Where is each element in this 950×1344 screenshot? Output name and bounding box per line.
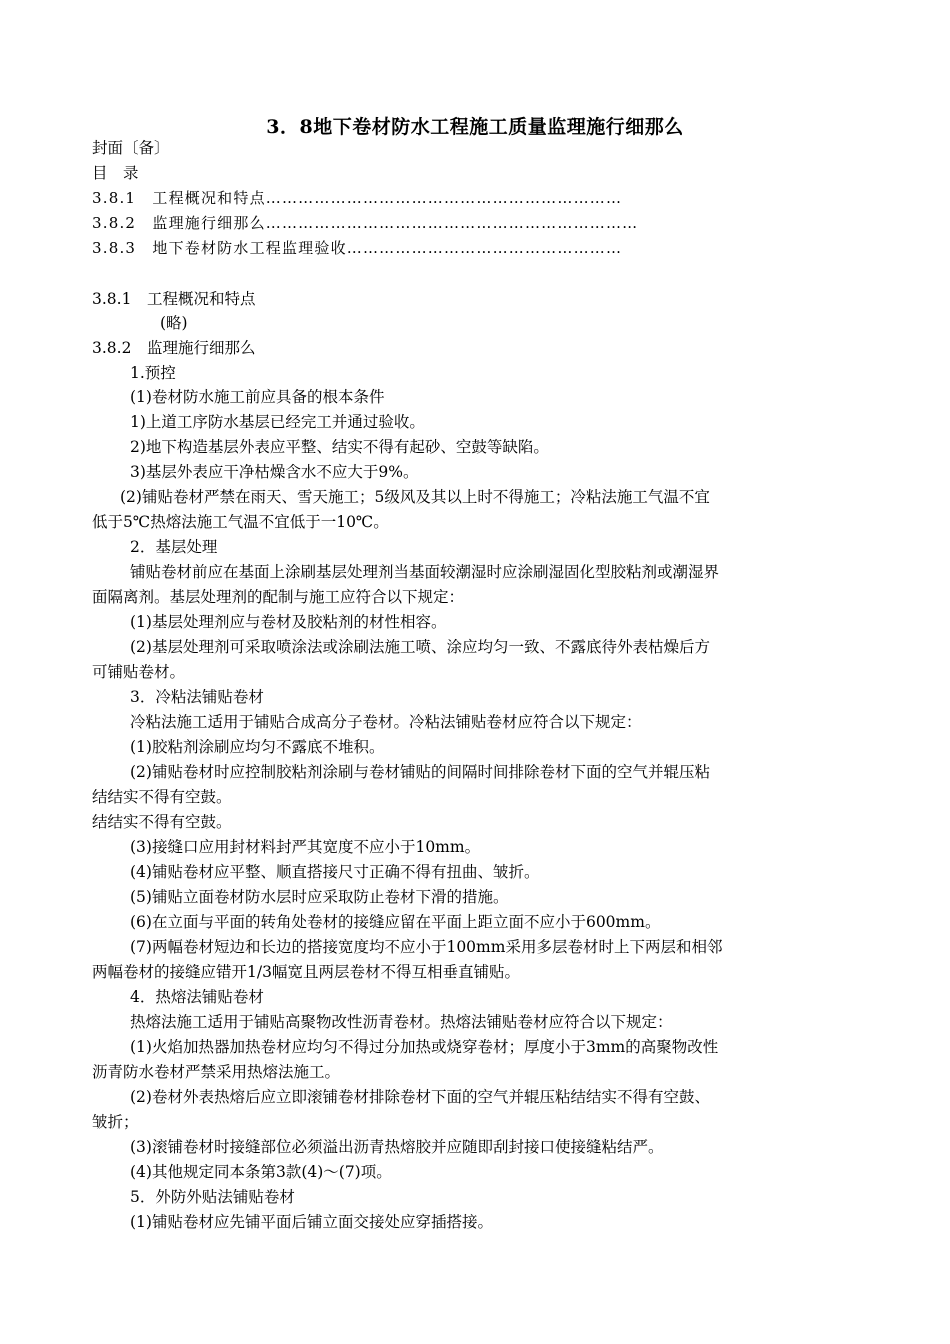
toc-entry: 3.8.2 监理施行细那么…………………………………………………………… bbox=[92, 214, 639, 232]
toc-entry: 3.8.3 地下卷材防水工程监理验收…………………………………………… bbox=[92, 239, 623, 257]
subsection-heading: 5．外防外贴法铺贴卷材 bbox=[130, 1188, 295, 1206]
cover-note: 封面〔备〕 bbox=[92, 139, 170, 157]
toc-heading: 目 录 bbox=[92, 164, 139, 182]
section-heading: 3.8.1 工程概况和特点 bbox=[92, 290, 256, 308]
subsection-heading: 3．冷粘法铺贴卷材 bbox=[130, 688, 264, 706]
subsection-heading: 1.预控 bbox=[130, 364, 176, 382]
paragraph: 热熔法施工适用于铺贴高聚物改性沥青卷材。热熔法铺贴卷材应符合以下规定： bbox=[130, 1013, 673, 1031]
list-item: 两幅卷材的接缝应错开1/3幅宽且两层卷材不得互相垂直铺贴。 bbox=[92, 963, 520, 981]
toc-entry: 3.8.1 工程概况和特点………………………………………………………… bbox=[92, 189, 623, 207]
paragraph: 面隔离剂。基层处理剂的配制与施工应符合以下规定： bbox=[92, 588, 465, 606]
list-item: (4)其他规定同本条第3款(4)～(7)项。 bbox=[130, 1163, 392, 1181]
list-item: (7)两幅卷材短边和长边的搭接宽度均不应小于100mm采用多层卷材时上下两层和相邻 bbox=[130, 938, 723, 956]
list-item: 1)上道工序防水基层已经完工并通过验收。 bbox=[130, 413, 425, 431]
list-item: (1)铺贴卷材应先铺平面后铺立面交接处应穿插搭接。 bbox=[130, 1213, 493, 1231]
paragraph: 低于5℃热熔法施工气温不宜低于一10℃。 bbox=[92, 513, 389, 531]
subsection-heading: 4．热熔法铺贴卷材 bbox=[130, 988, 264, 1006]
list-item: (2)基层处理剂可采取喷涂法或涂刷法施工喷、涂应均匀一致、不露底待外表枯燥后方 bbox=[130, 638, 710, 656]
document-title: 3．8地下卷材防水工程施工质量监理施行细那么 bbox=[266, 116, 684, 138]
list-item: (3)滚铺卷材时接缝部位必须溢出沥青热熔胶并应随即刮封接口使接缝粘结严。 bbox=[130, 1138, 664, 1156]
list-item: (1)火焰加热器加热卷材应均匀不得过分加热或烧穿卷材；厚度小于3mm的高聚物改性 bbox=[130, 1038, 719, 1056]
paragraph: (1)卷材防水施工前应具备的根本条件 bbox=[130, 388, 385, 406]
paragraph: (略) bbox=[160, 314, 188, 332]
list-item: (1)胶粘剂涂刷应均匀不露底不堆积。 bbox=[130, 738, 385, 756]
list-item: 2)地下构造基层外表应平整、结实不得有起砂、空鼓等缺陷。 bbox=[130, 438, 549, 456]
paragraph: 冷粘法施工适用于铺贴合成高分子卷材。冷粘法铺贴卷材应符合以下规定： bbox=[130, 713, 642, 731]
subsection-heading: 2．基层处理 bbox=[130, 538, 218, 556]
list-item: 3)基层外表应干净枯燥含水不应大于9%。 bbox=[130, 463, 419, 481]
list-item: 结结实不得有空鼓。 bbox=[92, 813, 232, 831]
list-item: (6)在立面与平面的转角处卷材的接缝应留在平面上距立面不应小于600mm。 bbox=[130, 913, 661, 931]
paragraph: (2)铺贴卷材严禁在雨天、雪天施工；5级风及其以上时不得施工；冷粘法施工气温不宜 bbox=[120, 488, 710, 506]
list-item: (4)铺贴卷材应平整、顺直搭接尺寸正确不得有扭曲、皱折。 bbox=[130, 863, 540, 881]
list-item: 皱折； bbox=[92, 1113, 139, 1131]
section-heading: 3.8.2 监理施行细那么 bbox=[92, 339, 256, 357]
paragraph: 铺贴卷材前应在基面上涂刷基层处理剂当基面较潮湿时应涂刷湿固化型胶粘剂或潮湿界 bbox=[130, 563, 720, 581]
list-item: (1)基层处理剂应与卷材及胶粘剂的材性相容。 bbox=[130, 613, 447, 631]
list-item: 可铺贴卷材。 bbox=[92, 663, 186, 681]
list-item: (2)卷材外表热熔后应立即滚铺卷材排除卷材下面的空气并辊压粘结结实不得有空鼓、 bbox=[130, 1088, 710, 1106]
list-item: (2)铺贴卷材时应控制胶粘剂涂刷与卷材铺贴的间隔时间排除卷材下面的空气并辊压粘 bbox=[130, 763, 710, 781]
list-item: (5)铺贴立面卷材防水层时应采取防止卷材下滑的措施。 bbox=[130, 888, 509, 906]
list-item: 沥青防水卷材严禁采用热熔法施工。 bbox=[92, 1063, 341, 1081]
list-item: (3)接缝口应用封材料封严其宽度不应小于10mm。 bbox=[130, 838, 481, 856]
list-item: 结结实不得有空鼓。 bbox=[92, 788, 232, 806]
